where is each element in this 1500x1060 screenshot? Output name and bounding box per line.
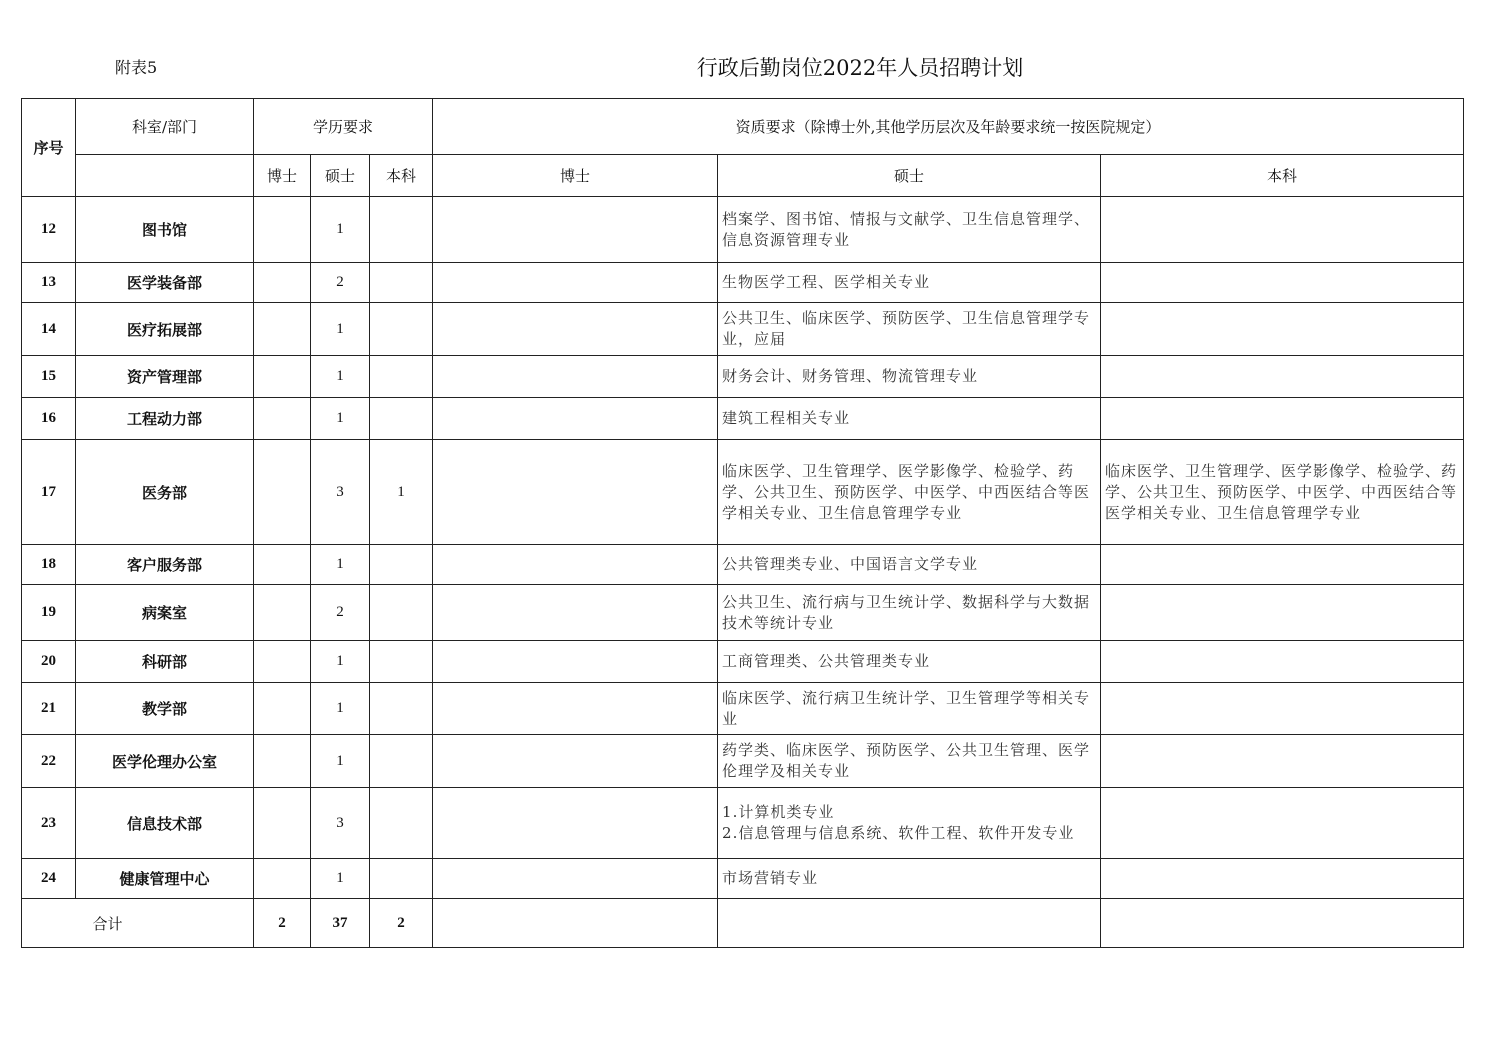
table-row [22,197,1464,263]
header-qual-bachelor: 本科 [1101,155,1464,197]
row-qual-bachelor [1101,356,1464,398]
row-master-count: 3 [311,440,370,545]
row-master-count: 2 [311,263,370,303]
recruitment-table [21,98,1464,948]
row-qual-master: 档案学、图书馆、情报与文献学、卫生信息管理学、信息资源管理专业 [718,197,1101,263]
row-qual-bachelor [1101,303,1464,356]
row-qual-master: 药学类、临床医学、预防医学、公共卫生管理、医学伦理学及相关专业 [718,735,1101,788]
row-phd-count [254,263,311,303]
row-qual-phd [433,545,718,585]
row-dept: 工程动力部 [76,398,254,440]
row-qual-master: 生物医学工程、医学相关专业 [718,263,1101,303]
row-dept: 图书馆 [76,197,254,263]
row-phd-count [254,683,311,735]
row-phd-count [254,303,311,356]
row-qual-bachelor [1101,859,1464,899]
row-qual-phd [433,398,718,440]
table-row [22,683,1464,735]
row-qual-bachelor [1101,641,1464,683]
row-seq: 13 [22,263,76,303]
header-qual-phd: 博士 [433,155,718,197]
row-seq: 15 [22,356,76,398]
table-row [22,788,1464,859]
row-master-count: 1 [311,735,370,788]
row-bachelor-count [370,197,433,263]
row-master-count: 1 [311,303,370,356]
row-phd-count [254,356,311,398]
row-qual-phd [433,859,718,899]
row-bachelor-count [370,641,433,683]
table-row [22,735,1464,788]
row-qual-bachelor [1101,398,1464,440]
row-bachelor-count [370,356,433,398]
row-qual-bachelor [1101,585,1464,641]
row-dept: 医学装备部 [76,263,254,303]
total-qual-bachelor [1101,899,1464,948]
row-seq: 12 [22,197,76,263]
table-row [22,545,1464,585]
page-title: 行政后勤岗位2022年人员招聘计划 [696,56,1024,80]
header-dept: 科室/部门 [76,99,254,155]
row-qual-phd [433,735,718,788]
row-qual-phd [433,788,718,859]
total-bachelor: 2 [370,899,433,948]
row-phd-count [254,735,311,788]
row-dept: 教学部 [76,683,254,735]
header-qual: 资质要求（除博士外,其他学历层次及年龄要求统一按医院规定） [433,99,1464,155]
row-qual-phd [433,440,718,545]
row-dept: 科研部 [76,641,254,683]
row-qual-bachelor: 临床医学、卫生管理学、医学影像学、检验学、药学、公共卫生、预防医学、中医学、中西医结合等医学相关专业、卫生信息管理学专业 [1101,440,1464,545]
row-dept: 医务部 [76,440,254,545]
row-master-count: 1 [311,398,370,440]
table-row [22,398,1464,440]
total-qual-phd [433,899,718,948]
row-bachelor-count [370,683,433,735]
row-qual-phd [433,641,718,683]
row-bachelor-count [370,788,433,859]
row-qual-master: 临床医学、流行病卫生统计学、卫生管理学等相关专业 [718,683,1101,735]
row-master-count: 1 [311,683,370,735]
row-dept: 健康管理中心 [76,859,254,899]
table-row [22,641,1464,683]
row-qual-master: 公共卫生、流行病与卫生统计学、数据科学与大数据技术等统计专业 [718,585,1101,641]
row-master-count: 3 [311,788,370,859]
row-bachelor-count [370,263,433,303]
row-qual-master: 公共卫生、临床医学、预防医学、卫生信息管理学专业，应届 [718,303,1101,356]
row-qual-phd [433,356,718,398]
row-qual-master: 建筑工程相关专业 [718,398,1101,440]
row-qual-master: 市场营销专业 [718,859,1101,899]
total-qual-master [718,899,1101,948]
row-bachelor-count: 1 [370,440,433,545]
header-edu: 学历要求 [254,99,433,155]
row-phd-count [254,440,311,545]
header-master: 硕士 [311,155,370,197]
row-seq: 23 [22,788,76,859]
header-row-2 [22,155,1464,197]
row-qual-phd [433,585,718,641]
row-qual-phd [433,197,718,263]
row-master-count: 1 [311,197,370,263]
row-qual-phd [433,683,718,735]
attachment-label: 附表5 [115,58,158,77]
row-qual-phd [433,263,718,303]
row-qual-master: 工商管理类、公共管理类专业 [718,641,1101,683]
row-qual-bachelor [1101,788,1464,859]
row-qual-bachelor [1101,263,1464,303]
header-phd: 博士 [254,155,311,197]
row-phd-count [254,197,311,263]
header-qual-master: 硕士 [718,155,1101,197]
row-phd-count [254,545,311,585]
row-seq: 17 [22,440,76,545]
row-dept: 病案室 [76,585,254,641]
row-seq: 14 [22,303,76,356]
row-bachelor-count [370,735,433,788]
row-dept: 医疗拓展部 [76,303,254,356]
row-dept: 客户服务部 [76,545,254,585]
row-qual-bachelor [1101,735,1464,788]
row-qual-master: 公共管理类专业、中国语言文学专业 [718,545,1101,585]
row-master-count: 1 [311,356,370,398]
total-master: 37 [311,899,370,948]
row-bachelor-count [370,303,433,356]
table-row [22,303,1464,356]
table-row [22,263,1464,303]
row-bachelor-count [370,859,433,899]
header-row-1 [22,99,1464,155]
table-row [22,440,1464,545]
row-qual-master: 临床医学、卫生管理学、医学影像学、检验学、药学、公共卫生、预防医学、中医学、中西医结合等医学相关专业、卫生信息管理学专业 [718,440,1101,545]
row-qual-master: 1.计算机类专业 2.信息管理与信息系统、软件工程、软件开发专业 [718,788,1101,859]
row-master-count: 2 [311,585,370,641]
row-seq: 18 [22,545,76,585]
row-qual-bachelor [1101,683,1464,735]
row-phd-count [254,398,311,440]
row-seq: 21 [22,683,76,735]
header-dept-empty [76,155,254,197]
row-master-count: 1 [311,641,370,683]
row-seq: 16 [22,398,76,440]
row-phd-count [254,788,311,859]
row-qual-phd [433,303,718,356]
row-bachelor-count [370,585,433,641]
row-seq: 22 [22,735,76,788]
total-phd: 2 [254,899,311,948]
row-bachelor-count [370,398,433,440]
row-qual-bachelor [1101,545,1464,585]
row-seq: 19 [22,585,76,641]
table-row [22,356,1464,398]
row-seq: 20 [22,641,76,683]
row-qual-bachelor [1101,197,1464,263]
total-row [22,899,1464,948]
row-phd-count [254,641,311,683]
row-master-count: 1 [311,859,370,899]
row-dept: 医学伦理办公室 [76,735,254,788]
header-seq: 序号 [22,99,76,197]
header-bachelor: 本科 [370,155,433,197]
row-phd-count [254,859,311,899]
total-label: 合计 [22,899,254,948]
table-row [22,859,1464,899]
table-row [22,585,1464,641]
row-master-count: 1 [311,545,370,585]
row-phd-count [254,585,311,641]
row-seq: 24 [22,859,76,899]
row-dept: 信息技术部 [76,788,254,859]
row-qual-master: 财务会计、财务管理、物流管理专业 [718,356,1101,398]
row-bachelor-count [370,545,433,585]
row-dept: 资产管理部 [76,356,254,398]
